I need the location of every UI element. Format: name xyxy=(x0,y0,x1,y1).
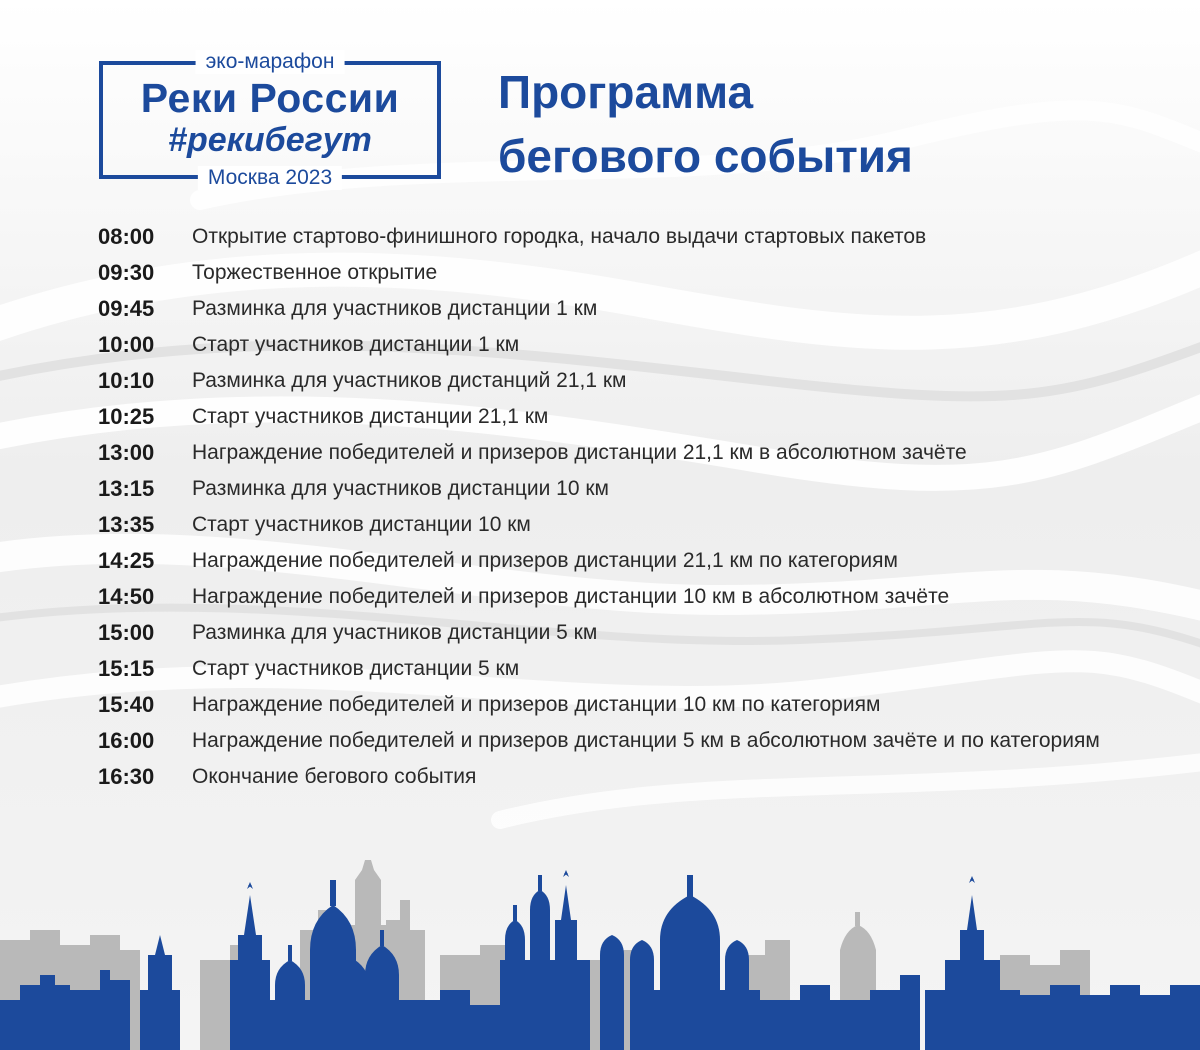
logo-bottom-text: Москва 2023 xyxy=(198,166,342,190)
schedule-time: 13:15 xyxy=(98,476,155,501)
schedule-event: Награждение победителей и призеров дистанции 21,1 км в абсолютном зачёте xyxy=(192,441,967,464)
logo-main-text: Реки России xyxy=(140,75,400,121)
schedule-event: Окончание бегового события xyxy=(192,765,477,788)
schedule-row xyxy=(98,368,1158,394)
schedule-row xyxy=(98,620,1158,646)
schedule-row xyxy=(98,260,1158,286)
schedule-time: 10:25 xyxy=(98,404,155,429)
moscow-skyline-illustration xyxy=(0,860,1200,1050)
schedule-time: 09:45 xyxy=(98,296,155,321)
schedule-time: 08:00 xyxy=(98,224,155,249)
schedule-event: Разминка для участников дистанции 1 км xyxy=(192,297,598,320)
schedule-time: 14:25 xyxy=(98,548,155,573)
page-title xyxy=(498,60,913,188)
schedule-row xyxy=(98,440,1158,466)
schedule-row xyxy=(98,728,1158,754)
schedule-row xyxy=(98,692,1158,718)
event-logo xyxy=(99,50,441,189)
schedule-time: 15:40 xyxy=(98,692,155,717)
title-line-2: бегового события xyxy=(498,130,913,182)
schedule-time: 09:30 xyxy=(98,260,155,285)
schedule-event: Старт участников дистанции 5 км xyxy=(192,657,520,680)
schedule-time: 16:30 xyxy=(98,764,155,789)
schedule-time: 15:15 xyxy=(98,656,155,681)
title-line-1: Программа xyxy=(498,66,754,118)
schedule-row xyxy=(98,476,1158,502)
schedule-row xyxy=(98,764,1158,790)
schedule-row xyxy=(98,584,1158,610)
schedule-time: 13:00 xyxy=(98,440,155,465)
schedule-time: 15:00 xyxy=(98,620,155,645)
schedule-row xyxy=(98,548,1158,574)
schedule-time: 14:50 xyxy=(98,584,155,609)
schedule-event: Разминка для участников дистанции 10 км xyxy=(192,477,609,500)
schedule-row xyxy=(98,332,1158,358)
schedule-event: Старт участников дистанции 10 км xyxy=(192,513,531,536)
schedule-event: Открытие стартово-финишного городка, начало выдачи стартовых пакетов xyxy=(192,225,927,248)
schedule-time: 10:00 xyxy=(98,332,155,357)
schedule-row xyxy=(98,404,1158,430)
schedule-row xyxy=(98,512,1158,538)
schedule-row xyxy=(98,224,1158,250)
schedule-time: 10:10 xyxy=(98,368,155,393)
schedule-event: Награждение победителей и призеров дистанции 10 км в абсолютном зачёте xyxy=(192,585,950,608)
schedule-event: Награждение победителей и призеров дистанции 21,1 км по категориям xyxy=(192,549,898,572)
schedule-row xyxy=(98,296,1158,322)
schedule-list xyxy=(98,224,1158,800)
schedule-event: Награждение победителей и призеров дистанции 10 км по категориям xyxy=(192,693,881,716)
schedule-event: Разминка для участников дистанций 21,1 км xyxy=(192,369,627,392)
schedule-time: 16:00 xyxy=(98,728,155,753)
schedule-event: Награждение победителей и призеров дистанции 5 км в абсолютном зачёте и по категориям xyxy=(192,729,1100,752)
schedule-event: Старт участников дистанции 21,1 км xyxy=(192,405,549,428)
schedule-row xyxy=(98,656,1158,682)
logo-hashtag: #рекибегут xyxy=(168,121,372,159)
schedule-event: Торжественное открытие xyxy=(192,261,438,284)
logo-top-text: эко-марафон xyxy=(196,50,345,74)
schedule-event: Старт участников дистанции 1 км xyxy=(192,333,520,356)
schedule-time: 13:35 xyxy=(98,512,155,537)
schedule-event: Разминка для участников дистанции 5 км xyxy=(192,621,598,644)
